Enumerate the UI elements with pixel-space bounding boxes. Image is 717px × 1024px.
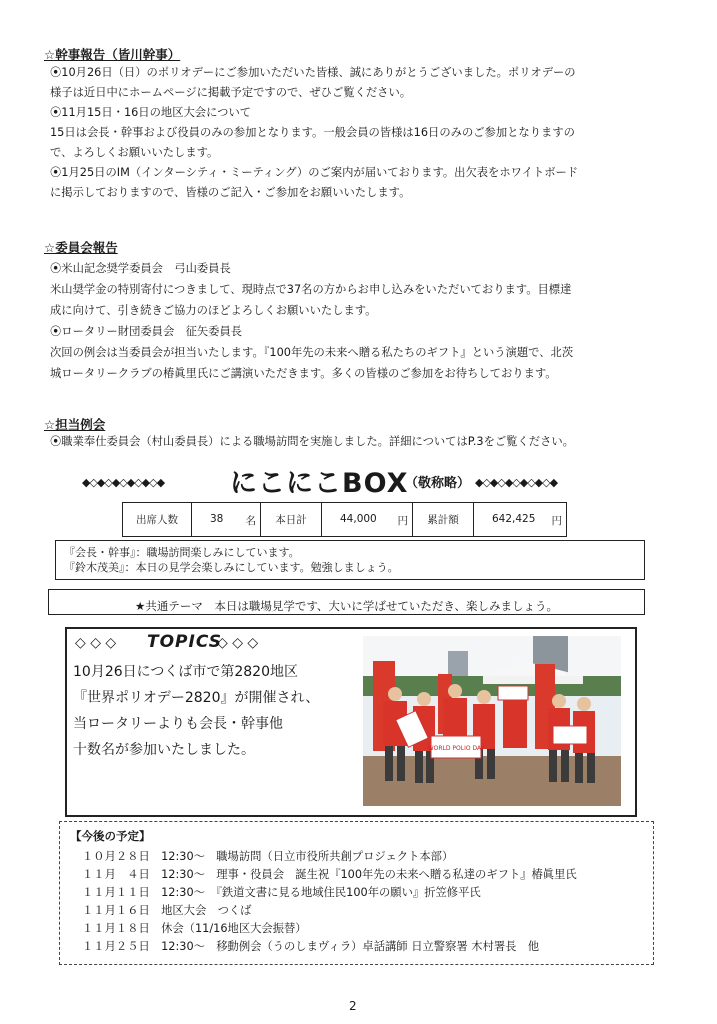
text-line: ⦿11月15日・16日の地区大会について bbox=[50, 106, 252, 119]
total-unit: 円 bbox=[551, 515, 562, 527]
topics-title: TOPICS bbox=[147, 632, 222, 652]
text-line: ⦿ロータリー財団委員会 征矢委員長 bbox=[50, 325, 243, 338]
attend-unit: 名 bbox=[245, 515, 256, 527]
topics-body bbox=[73, 659, 319, 763]
attendance-table bbox=[122, 502, 567, 537]
schedule-box bbox=[59, 821, 654, 965]
today-unit: 円 bbox=[397, 515, 408, 527]
topics-line: 十数名が参加いたしました。 bbox=[73, 742, 255, 758]
attend-label: 出席人数 bbox=[123, 503, 192, 537]
banner-text: WORLD POLIO DAY bbox=[427, 745, 485, 752]
text-line: に掲示しておりますので、皆様のご記入・ご参加をお願いいたします。 bbox=[50, 186, 411, 199]
nikoniko-title: にこにこBOX bbox=[230, 468, 409, 499]
today-cell bbox=[322, 503, 413, 537]
schedule-row: １１月 ４日 12:30～ 理事・役員会 誕生祝『100年先の未来へ贈る私達のギフト』椿眞里氏 bbox=[82, 868, 577, 881]
text-line: 成に向けて、引き続きご協力のほどよろしくお願いいたします。 bbox=[50, 304, 377, 317]
topics-header-ornament-right: ◇ ◇ ◇ bbox=[217, 635, 259, 651]
page-number: 2 bbox=[349, 999, 357, 1013]
diamond-ornament-right: ◆◇◆◇◆◇◆◇◆◇◆ bbox=[475, 476, 558, 489]
kanji-report-body bbox=[50, 66, 578, 200]
section-title-committee-report: ☆委員会報告 bbox=[44, 240, 118, 255]
text-line: ⦿米山記念奨学委員会 弓山委員長 bbox=[50, 262, 231, 275]
text-line: 様子は近日中にホームページに掲載予定ですので、ぜひご覧ください。 bbox=[50, 86, 412, 99]
attend-value: 38 bbox=[210, 513, 224, 525]
diamond-ornament-left: ◆◇◆◇◆◇◆◇◆◇◆ bbox=[82, 476, 165, 489]
schedule-row: １１月１６日 地区大会 つくば bbox=[82, 904, 252, 917]
nikoniko-subtitle: （敬称略） bbox=[405, 476, 471, 491]
meeting-line: ⦿職業奉仕委員会（村山委員長）による職場訪問を実施しました。詳細についてはP.3をご覧ください。 bbox=[50, 435, 574, 448]
comment-line: 『鈴木茂美』：本日の見学会楽しみにしています。勉強しましょう。 bbox=[64, 561, 399, 574]
schedule-row: １１月１８日 休会（11/16地区大会振替） bbox=[82, 922, 307, 935]
text-line: 次回の例会は当委員会が担当いたします。『100年先の未来へ贈る私たちのギフト』という演題で、北茨 bbox=[50, 346, 574, 359]
section-title-meeting: ☆担当例会 bbox=[44, 417, 106, 432]
today-label: 本日計 bbox=[261, 503, 322, 537]
total-label: 累計額 bbox=[413, 503, 474, 537]
total-value: 642,425 bbox=[492, 513, 536, 525]
schedule-title: 【今後の予定】 bbox=[70, 829, 151, 843]
text-line: 15日は会長・幹事および役員のみの参加となります。一般会員の皆様は16日のみのご参加となりますの bbox=[50, 126, 575, 139]
common-theme-box bbox=[48, 589, 645, 615]
topics-line: 『世界ポリオデー2820』が開催され、 bbox=[73, 690, 320, 706]
schedule-row: １１月１１日 12:30～ 『鉄道文書に見る地域住民100年の願い』折笠修平氏 bbox=[82, 886, 481, 899]
section-title-kanji-report: ☆幹事報告（皆川幹事） bbox=[44, 47, 181, 62]
common-theme-text: ★共通テーマ 本日は職場見学です、大いに学ばせていただき、楽しみましょう。 bbox=[135, 599, 558, 613]
today-value: 44,000 bbox=[340, 513, 377, 525]
total-cell bbox=[474, 503, 567, 537]
schedule-list bbox=[82, 848, 577, 956]
topics-line: 10月26日につくば市で第2820地区 bbox=[73, 664, 298, 680]
text-line: 城ロータリークラブの椿眞里氏にご講演いただきます。多くの皆様のご参加をお待ちしております。 bbox=[50, 367, 557, 380]
schedule-row: １１月２５日 12:30～ 移動例会（うのしまヴィラ）卓話講師 日立警察署 木村署長 他 bbox=[82, 940, 540, 953]
topics-line: 当ロータリーよりも会長・幹事他 bbox=[73, 716, 283, 732]
text-line: 米山奨学金の特別寄付につきまして、現時点で37名の方からお申し込みをいただいております。目標達 bbox=[50, 283, 572, 296]
attend-cell bbox=[192, 503, 261, 537]
text-line: で、よろしくお願いいたします。 bbox=[50, 146, 219, 159]
committee-report-body bbox=[50, 262, 573, 381]
schedule-row: １０月２８日 12:30～ 職場訪問（日立市役所共創プロジェクト本部） bbox=[82, 850, 454, 863]
topics-box bbox=[65, 627, 637, 817]
polio-day-photo bbox=[363, 636, 621, 806]
text-line: ⦿1月25日のIM（インターシティ・ミーティング）のご案内が届いております。出欠表をホワイトボード bbox=[50, 166, 579, 179]
text-line: ⦿10月26日（日）のポリオデーにご参加いただいた皆様、誠にありがとうございました。ポリオデーの bbox=[50, 66, 576, 79]
nikoniko-comments bbox=[55, 540, 645, 580]
topics-header-ornament-left: ◇ ◇ ◇ bbox=[75, 635, 117, 651]
comment-line: 『会長・幹事』：職場訪問楽しみにしています。 bbox=[64, 546, 300, 559]
